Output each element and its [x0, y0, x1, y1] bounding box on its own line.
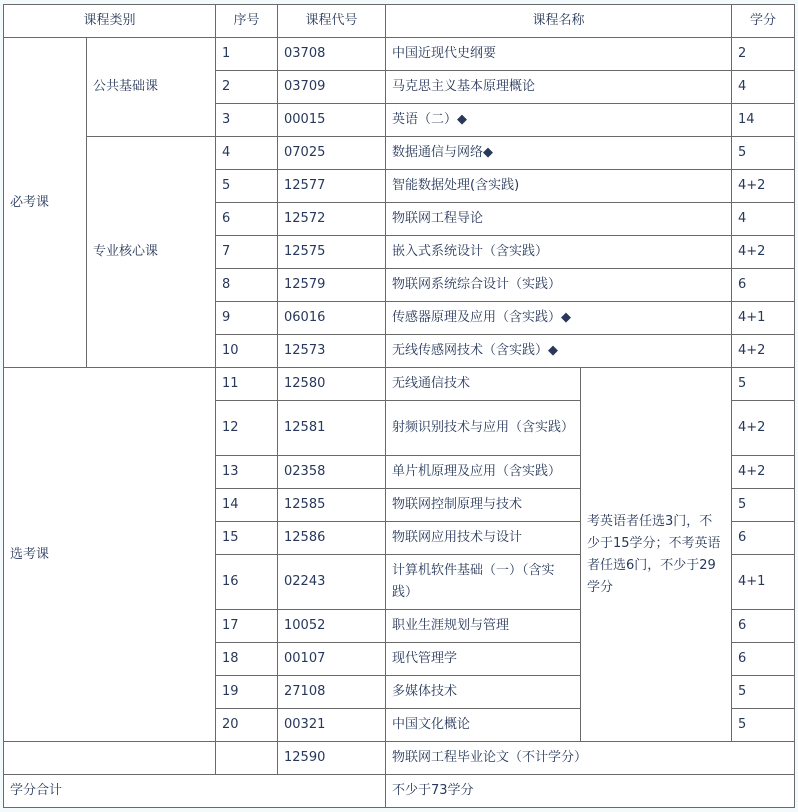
course-credit: 6: [732, 643, 795, 676]
course-index: 10: [216, 335, 278, 368]
header-name: 课程名称: [386, 5, 732, 38]
course-index: 2: [216, 71, 278, 104]
course-code: 02243: [278, 555, 386, 610]
course-index: 14: [216, 489, 278, 522]
course-name: 中国近现代史纲要: [386, 38, 732, 71]
course-code: 12581: [278, 401, 386, 456]
course-credit: 5: [732, 676, 795, 709]
course-index: 12: [216, 401, 278, 456]
course-credit: 2: [732, 38, 795, 71]
course-credit: 14: [732, 104, 795, 137]
course-name: 多媒体技术: [386, 676, 581, 709]
course-index: 18: [216, 643, 278, 676]
course-credit: 4+2: [732, 236, 795, 269]
course-name: 射频识别技术与应用（含实践）: [386, 401, 581, 456]
header-row: [4, 5, 795, 38]
course-index: 20: [216, 709, 278, 742]
course-credit: 4+2: [732, 401, 795, 456]
course-code: 27108: [278, 676, 386, 709]
course-name: 单片机原理及应用（含实践）: [386, 456, 581, 489]
thesis-name: 物联网工程毕业论文（不计学分）: [386, 742, 795, 775]
course-credit: 5: [732, 709, 795, 742]
course-credit: 5: [732, 489, 795, 522]
course-code: 12575: [278, 236, 386, 269]
table-row: [4, 137, 795, 170]
course-credit: 5: [732, 137, 795, 170]
course-index: 7: [216, 236, 278, 269]
course-credit: 4: [732, 203, 795, 236]
course-name: 数据通信与网络◆: [386, 137, 732, 170]
course-name: 智能数据处理(含实践): [386, 170, 732, 203]
course-code: 00107: [278, 643, 386, 676]
course-index: 8: [216, 269, 278, 302]
course-credit: 4+2: [732, 456, 795, 489]
header-category: 课程类别: [4, 5, 216, 38]
course-code: 03708: [278, 38, 386, 71]
course-code: 00015: [278, 104, 386, 137]
course-index: 17: [216, 610, 278, 643]
course-index: 3: [216, 104, 278, 137]
total-row: [4, 775, 795, 808]
course-index: 19: [216, 676, 278, 709]
group-professional-core: 专业核心课: [87, 137, 216, 368]
course-credit: 5: [732, 368, 795, 401]
course-index: 1: [216, 38, 278, 71]
course-name: 无线传感网技术（含实践）◆: [386, 335, 732, 368]
course-code: 12586: [278, 522, 386, 555]
course-code: 02358: [278, 456, 386, 489]
course-credit: 4+2: [732, 335, 795, 368]
course-name: 计算机软件基础（一）（含实践）: [386, 555, 581, 610]
course-credit: 6: [732, 269, 795, 302]
thesis-code: 12590: [278, 742, 386, 775]
group-public-foundation: 公共基础课: [87, 38, 216, 137]
course-credit: 4+1: [732, 555, 795, 610]
header-code: 课程代号: [278, 5, 386, 38]
table-row: [4, 368, 795, 401]
course-index: 4: [216, 137, 278, 170]
course-credit: 6: [732, 522, 795, 555]
table-row: [4, 38, 795, 71]
header-credit: 学分: [732, 5, 795, 38]
course-name: 无线通信技术: [386, 368, 581, 401]
course-name: 物联网控制原理与技术: [386, 489, 581, 522]
course-name: 英语（二）◆: [386, 104, 732, 137]
thesis-row: [4, 742, 795, 775]
course-code: 03709: [278, 71, 386, 104]
course-name: 嵌入式系统设计（含实践）: [386, 236, 732, 269]
course-index: 16: [216, 555, 278, 610]
course-code: 07025: [278, 137, 386, 170]
course-name: 物联网工程导论: [386, 203, 732, 236]
course-name: 物联网系统综合设计（实践）: [386, 269, 732, 302]
course-name: 传感器原理及应用（含实践）◆: [386, 302, 732, 335]
course-code: 12572: [278, 203, 386, 236]
course-name: 马克思主义基本原理概论: [386, 71, 732, 104]
course-code: 12585: [278, 489, 386, 522]
course-code: 12573: [278, 335, 386, 368]
course-name: 职业生涯规划与管理: [386, 610, 581, 643]
course-index: 11: [216, 368, 278, 401]
course-code: 12580: [278, 368, 386, 401]
course-name: 物联网应用技术与设计: [386, 522, 581, 555]
thesis-index: [216, 742, 278, 775]
total-label: 学分合计: [4, 775, 386, 808]
course-code: 12579: [278, 269, 386, 302]
course-index: 9: [216, 302, 278, 335]
course-index: 5: [216, 170, 278, 203]
category-elective: 选考课: [4, 368, 216, 742]
thesis-category: [4, 742, 216, 775]
course-credit: 4: [732, 71, 795, 104]
course-credit: 4+1: [732, 302, 795, 335]
course-code: 00321: [278, 709, 386, 742]
header-index: 序号: [216, 5, 278, 38]
curriculum-table: [3, 4, 795, 808]
category-required: 必考课: [4, 38, 87, 368]
course-credit: 6: [732, 610, 795, 643]
elective-note: 考英语者任选3门，不少于15学分；不考英语者任选6门，不少于29学分: [581, 368, 732, 742]
total-value: 不少于73学分: [386, 775, 795, 808]
course-code: 12577: [278, 170, 386, 203]
course-index: 6: [216, 203, 278, 236]
course-credit: 4+2: [732, 170, 795, 203]
course-index: 15: [216, 522, 278, 555]
course-index: 13: [216, 456, 278, 489]
course-code: 10052: [278, 610, 386, 643]
course-name: 中国文化概论: [386, 709, 581, 742]
course-name: 现代管理学: [386, 643, 581, 676]
course-code: 06016: [278, 302, 386, 335]
